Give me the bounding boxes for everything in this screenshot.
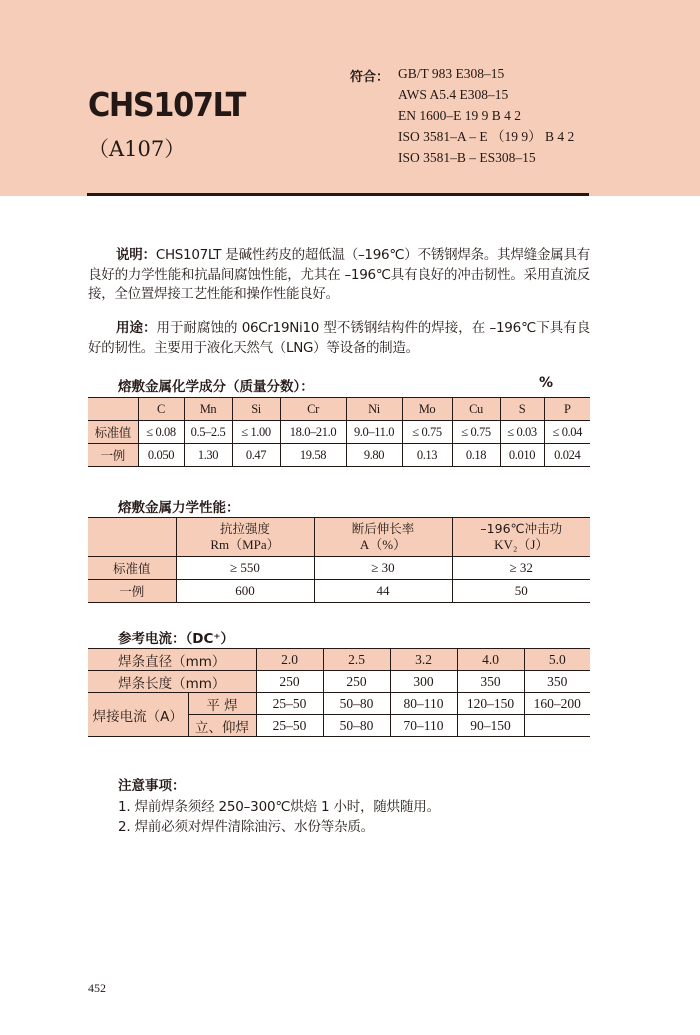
table-cell: 9.0–11.0 bbox=[346, 421, 402, 444]
table-cell: 0.18 bbox=[452, 444, 500, 467]
element-header: Cu bbox=[452, 398, 500, 421]
table-cell: 0.13 bbox=[402, 444, 452, 467]
chemistry-table bbox=[88, 397, 590, 467]
length-label: 焊条长度（mm） bbox=[88, 671, 256, 693]
table-cell: 120–150 bbox=[457, 693, 524, 715]
table-cell: ≥ 30 bbox=[314, 557, 452, 580]
row-label: 一例 bbox=[88, 444, 138, 467]
standards-label: 符合： bbox=[350, 70, 390, 85]
table-cell: ≤ 0.04 bbox=[544, 421, 590, 444]
notes-title: 注意事项： bbox=[118, 778, 186, 794]
property-header: –196℃冲击功 KV₂（J） bbox=[452, 518, 590, 557]
mechanical-header-row bbox=[88, 518, 590, 557]
table-row bbox=[88, 421, 590, 444]
table-cell: ≤ 0.08 bbox=[138, 421, 184, 444]
element-header: Mn bbox=[184, 398, 232, 421]
element-header: P bbox=[544, 398, 590, 421]
diameter-cell: 2.5 bbox=[323, 649, 390, 671]
table-cell: 250 bbox=[256, 671, 323, 693]
usage-paragraph bbox=[88, 319, 590, 358]
mechanical-corner-cell bbox=[88, 518, 176, 557]
row-label: 标准值 bbox=[88, 557, 176, 580]
table-row bbox=[88, 649, 590, 671]
table-cell: 9.80 bbox=[346, 444, 402, 467]
standard-item: ISO 3581–A – E （19 9） B 4 2 bbox=[398, 129, 575, 144]
table-row bbox=[88, 671, 590, 693]
table-cell: 90–150 bbox=[457, 715, 524, 737]
table-cell: 18.0–21.0 bbox=[280, 421, 346, 444]
table-cell: 250 bbox=[323, 671, 390, 693]
property-header: 断后伸长率 A（%） bbox=[314, 518, 452, 557]
position-label: 立、仰焊 bbox=[188, 715, 256, 737]
description-text: CHS107LT 是碱性药皮的超低温（–196℃）不锈钢焊条。其焊缝金属具有良好的力学性能和抗晶间腐蚀性能，尤其在 –196℃具有良好的冲击韧性。采用直流反接，全位置焊接工艺性能和操作性能良好。 bbox=[88, 247, 590, 302]
diameter-cell: 3.2 bbox=[390, 649, 457, 671]
table-cell: 25–50 bbox=[256, 693, 323, 715]
notes-section bbox=[118, 774, 440, 835]
table-cell: 1.30 bbox=[184, 444, 232, 467]
table-cell: 600 bbox=[176, 580, 314, 603]
position-label: 平 焊 bbox=[188, 693, 256, 715]
table-cell: 50 bbox=[452, 580, 590, 603]
table-cell: 19.58 bbox=[280, 444, 346, 467]
page-number: 452 bbox=[88, 981, 106, 995]
description-paragraph bbox=[88, 246, 590, 305]
table-cell: 50–80 bbox=[323, 693, 390, 715]
standard-item: ISO 3581–B – ES308–15 bbox=[398, 150, 536, 165]
table-cell: 0.024 bbox=[544, 444, 590, 467]
table-cell: ≤ 0.75 bbox=[452, 421, 500, 444]
table-cell bbox=[524, 715, 590, 737]
table-cell: 0.47 bbox=[232, 444, 280, 467]
chemistry-title: 熔敷金属化学成分（质量分数）： bbox=[118, 379, 314, 395]
current-title: 参考电流：（DC⁺） bbox=[118, 631, 234, 647]
row-label: 一例 bbox=[88, 580, 176, 603]
chemistry-unit: % bbox=[539, 375, 554, 391]
chemistry-header-row bbox=[88, 398, 590, 421]
table-row bbox=[88, 580, 590, 603]
current-table bbox=[88, 648, 590, 737]
standards-list bbox=[398, 66, 574, 171]
standard-item: GB/T 983 E308–15 bbox=[398, 66, 505, 81]
table-cell: 44 bbox=[314, 580, 452, 603]
mechanical-title: 熔敷金属力学性能： bbox=[118, 500, 240, 516]
table-row bbox=[88, 444, 590, 467]
table-cell: 0.010 bbox=[500, 444, 544, 467]
table-cell: 50–80 bbox=[323, 715, 390, 737]
usage-text: 用于耐腐蚀的 06Cr19Ni10 型不锈钢结构件的焊接，在 –196℃下具有良好的韧性。主要用于液化天然气（LNG）等设备的制造。 bbox=[88, 320, 590, 356]
table-row bbox=[88, 557, 590, 580]
row-label: 标准值 bbox=[88, 421, 138, 444]
table-cell: 0.5–2.5 bbox=[184, 421, 232, 444]
table-row bbox=[88, 693, 590, 715]
chemistry-corner-cell bbox=[88, 398, 138, 421]
table-cell: 0.050 bbox=[138, 444, 184, 467]
element-header: S bbox=[500, 398, 544, 421]
product-alias: （A107） bbox=[88, 137, 186, 161]
table-cell: 160–200 bbox=[524, 693, 590, 715]
element-header: Si bbox=[232, 398, 280, 421]
table-cell: 25–50 bbox=[256, 715, 323, 737]
description-label: 说明： bbox=[116, 247, 156, 263]
table-cell: ≤ 1.00 bbox=[232, 421, 280, 444]
standard-item: AWS A5.4 E308–15 bbox=[398, 87, 509, 102]
table-cell: 350 bbox=[524, 671, 590, 693]
table-cell: 70–110 bbox=[390, 715, 457, 737]
standard-item: EN 1600–E 19 9 B 4 2 bbox=[398, 108, 521, 123]
table-cell: 350 bbox=[457, 671, 524, 693]
element-header: Mo bbox=[402, 398, 452, 421]
diameter-label: 焊条直径（mm） bbox=[88, 649, 256, 671]
diameter-cell: 4.0 bbox=[457, 649, 524, 671]
note-item: 1. 焊前焊条须经 250–300℃烘焙 1 小时，随烘随用。 bbox=[118, 799, 440, 815]
note-item: 2. 焊前必须对焊件清除油污、水份等杂质。 bbox=[118, 819, 374, 835]
table-cell: ≥ 550 bbox=[176, 557, 314, 580]
diameter-cell: 5.0 bbox=[524, 649, 590, 671]
product-model: CHS107LT bbox=[88, 85, 245, 124]
table-cell: 300 bbox=[390, 671, 457, 693]
header-divider bbox=[87, 193, 589, 196]
element-header: Cr bbox=[280, 398, 346, 421]
usage-label: 用途： bbox=[116, 320, 157, 336]
table-cell: ≤ 0.03 bbox=[500, 421, 544, 444]
mechanical-table bbox=[88, 517, 590, 603]
element-header: Ni bbox=[346, 398, 402, 421]
table-cell: ≤ 0.75 bbox=[402, 421, 452, 444]
property-header: 抗拉强度 Rm（MPa） bbox=[176, 518, 314, 557]
table-cell: 80–110 bbox=[390, 693, 457, 715]
element-header: C bbox=[138, 398, 184, 421]
diameter-cell: 2.0 bbox=[256, 649, 323, 671]
table-cell: ≥ 32 bbox=[452, 557, 590, 580]
current-label: 焊接电流（A） bbox=[88, 693, 188, 737]
